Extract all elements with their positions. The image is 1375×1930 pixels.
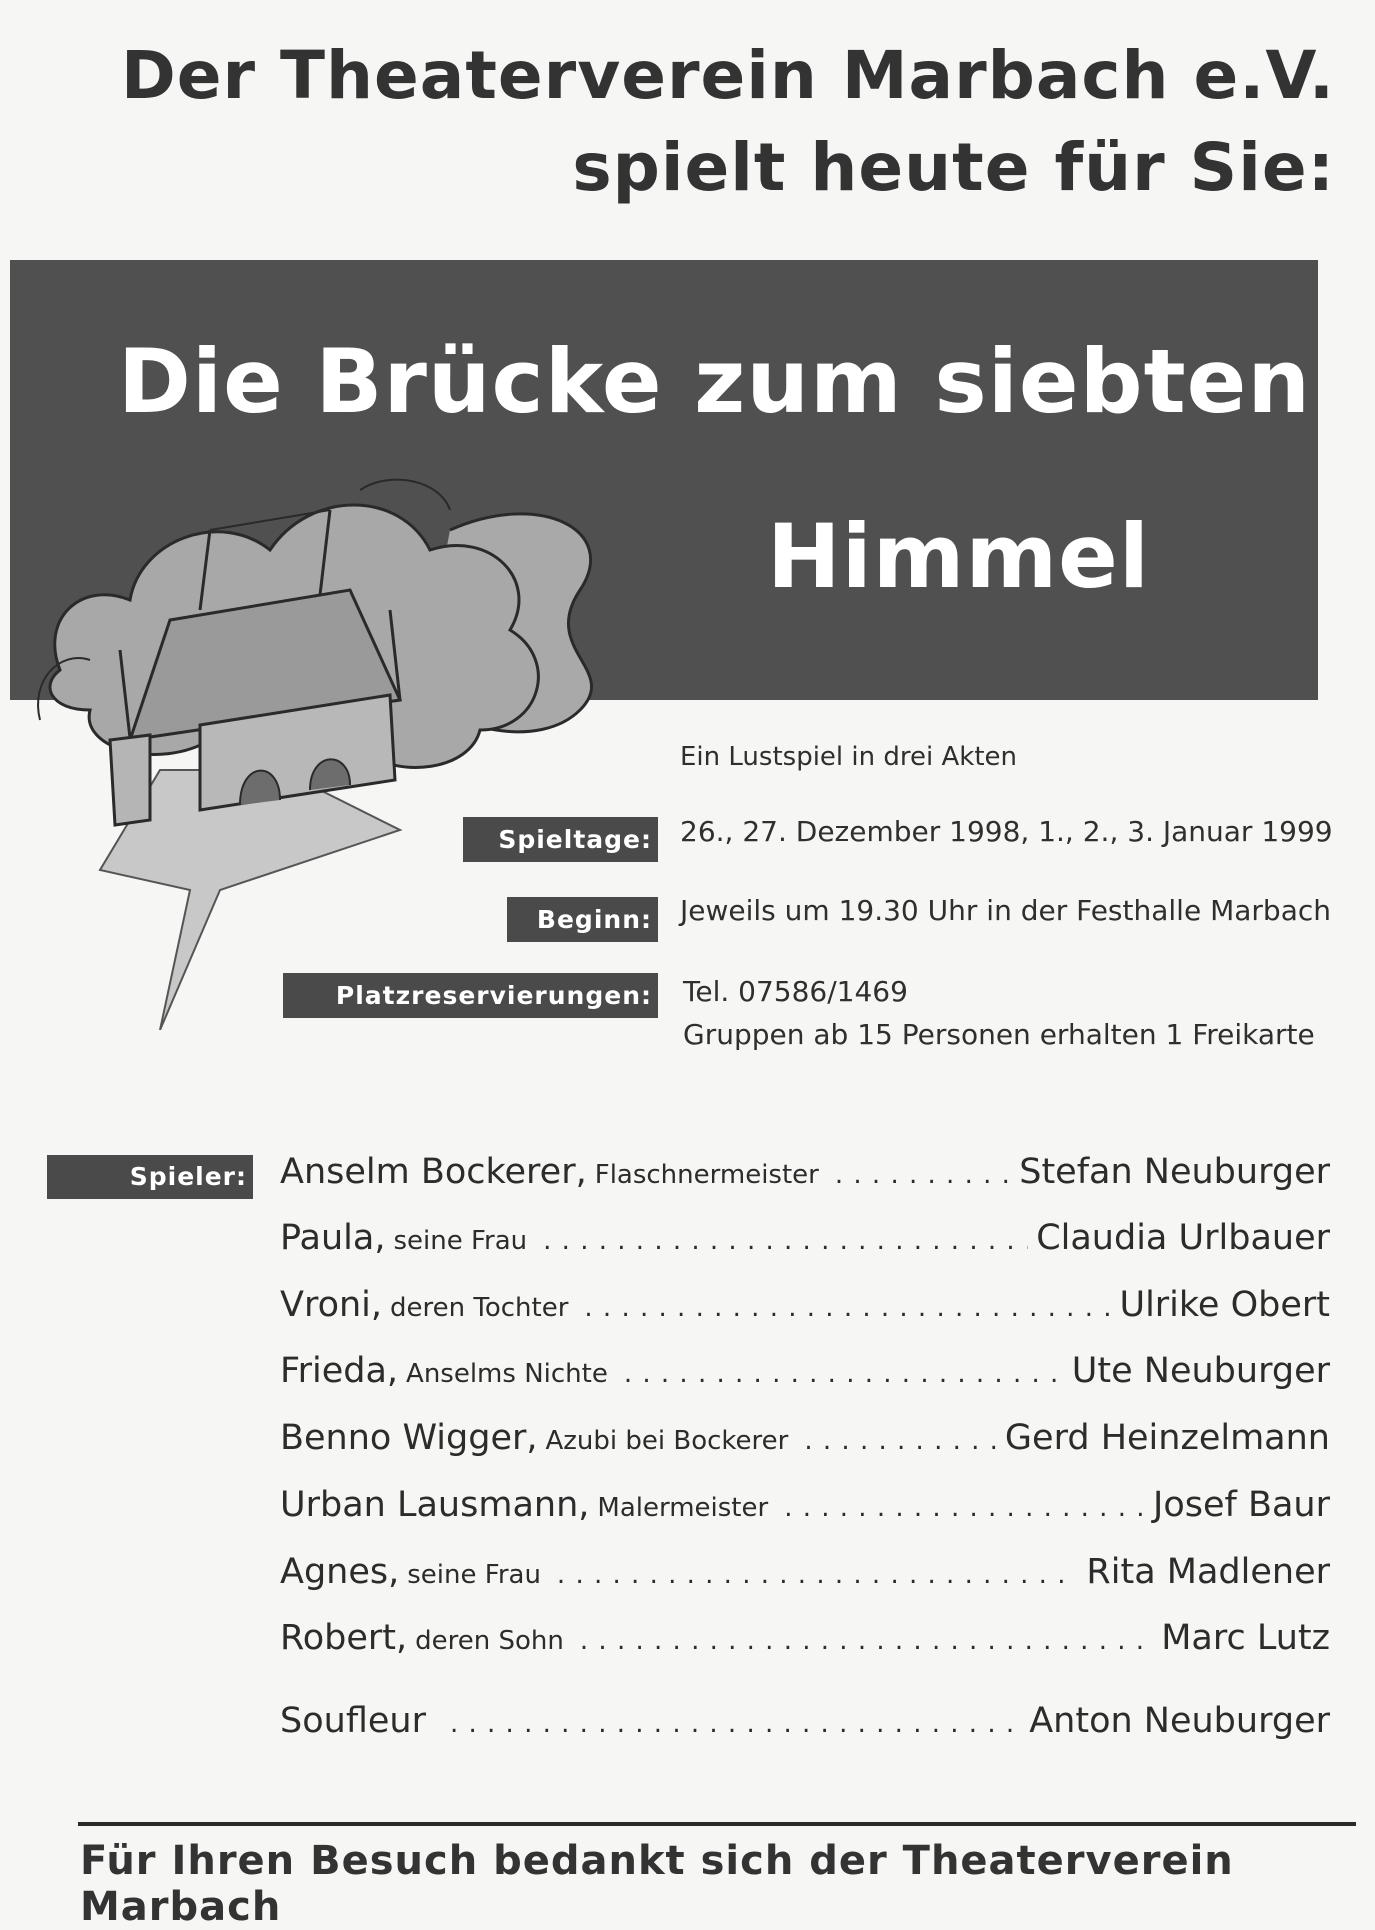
start-label: Beginn: xyxy=(507,897,658,942)
character-name: Benno Wigger, xyxy=(280,1418,538,1458)
reservations-phone: Tel. 07586/1469 xyxy=(683,975,908,1008)
character-role: Flaschnermeister xyxy=(594,1160,819,1190)
actor-name: Gerd Heinzelmann xyxy=(1004,1418,1330,1458)
actor-name: Marc Lutz xyxy=(1161,1618,1330,1658)
character-name: Anselm Bockerer, xyxy=(280,1152,587,1192)
cast-label: Spieler: xyxy=(47,1155,253,1199)
play-title-line-1: Die Brücke zum siebten xyxy=(117,330,1311,433)
dot-leader xyxy=(835,1160,1011,1190)
actor-name: Stefan Neuburger xyxy=(1019,1152,1330,1192)
actor-name: Ute Neuburger xyxy=(1071,1351,1330,1391)
character-role: Anselms Nichte xyxy=(406,1359,608,1389)
dates-label: Spieltage: xyxy=(463,817,658,862)
cast-row xyxy=(280,1552,1330,1602)
character-name: Urban Lausmann, xyxy=(280,1485,590,1525)
cast-row xyxy=(280,1418,1330,1468)
cast-row xyxy=(280,1218,1330,1268)
footer-divider xyxy=(78,1822,1356,1826)
character-role: seine Frau xyxy=(407,1560,541,1590)
character-role: Azubi bei Bockerer xyxy=(545,1426,789,1456)
character-name: Soufleur xyxy=(280,1701,426,1741)
dot-leader xyxy=(580,1626,1153,1656)
dot-leader xyxy=(584,1293,1111,1323)
play-title-line-2: Himmel xyxy=(766,505,1150,608)
character-name: Robert, xyxy=(280,1618,408,1658)
play-subtitle: Ein Lustspiel in drei Akten xyxy=(680,742,1017,772)
reservations-group-offer: Gruppen ab 15 Personen erhalten 1 Freikarte xyxy=(683,1018,1315,1051)
dot-leader xyxy=(557,1560,1079,1590)
dot-leader xyxy=(450,1709,1021,1739)
cast-row xyxy=(280,1618,1330,1668)
cast-row xyxy=(280,1701,1330,1751)
character-name: Paula, xyxy=(280,1218,386,1258)
character-role: seine Frau xyxy=(393,1226,528,1256)
actor-name: Rita Madlener xyxy=(1086,1552,1330,1592)
footer-thanks: Für Ihren Besuch bedankt sich der Theaterverein Marbach xyxy=(80,1838,1234,1930)
cast-row xyxy=(280,1485,1330,1535)
character-name: Agnes, xyxy=(280,1552,400,1592)
actor-name: Anton Neuburger xyxy=(1029,1701,1330,1741)
actor-name: Claudia Urlbauer xyxy=(1036,1218,1330,1258)
poster-header xyxy=(121,30,1335,214)
cast-row xyxy=(280,1351,1330,1401)
actor-name: Josef Baur xyxy=(1153,1485,1330,1525)
dot-leader xyxy=(624,1359,1064,1389)
character-name: Vroni, xyxy=(280,1285,383,1325)
reservations-label: Platzreservierungen: xyxy=(283,973,658,1018)
dot-leader xyxy=(543,1226,1028,1256)
cloud-bridge-illustration xyxy=(20,470,660,1030)
start-value: Jeweils um 19.30 Uhr in der Festhalle Marbach xyxy=(680,894,1331,927)
header-line-1: Der Theaterverein Marbach e.V. xyxy=(120,37,1335,114)
cast-row xyxy=(280,1152,1330,1202)
character-role: Malermeister xyxy=(597,1493,769,1523)
dot-leader xyxy=(804,1426,997,1456)
character-role: deren Tochter xyxy=(390,1293,569,1323)
dates-value: 26., 27. Dezember 1998, 1., 2., 3. Januar 1999 xyxy=(680,815,1333,848)
character-role: deren Sohn xyxy=(415,1626,564,1656)
character-name: Frieda, xyxy=(280,1351,399,1391)
actor-name: Ulrike Obert xyxy=(1119,1285,1330,1325)
cast-row xyxy=(280,1285,1330,1335)
header-line-2: spielt heute für Sie: xyxy=(572,129,1335,206)
dot-leader xyxy=(784,1493,1145,1523)
